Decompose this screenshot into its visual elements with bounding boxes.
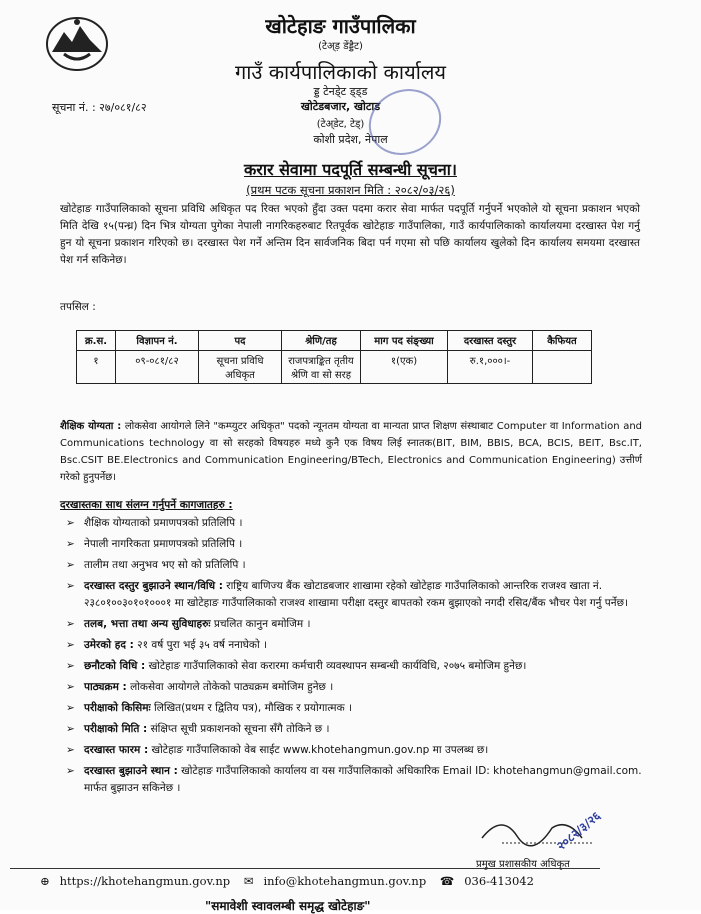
footer-email[interactable]: info@khotehangmun.gov.np <box>263 874 427 888</box>
table-header-row <box>77 331 592 351</box>
office-location: खोटेडबजार, खोटाड <box>300 100 381 113</box>
table-header: माग पद संङ्ख्या <box>361 331 448 351</box>
office-name: खोटेहाङ गाउँपालिका <box>265 14 416 38</box>
notice-number: सूचना नं. : २७/०८१/८२ <box>52 101 147 114</box>
documents-heading: दरखास्तका साथ संलग्न गर्नुपर्ने कागजातहरु : <box>60 499 233 511</box>
table-header: श्रेणि/तह <box>282 331 361 351</box>
list-item: ➢ परीक्षाको किसिमः लिखित(प्रथम र द्वितिय पत्र), मौखिक र प्रयोगात्मक । <box>66 700 644 717</box>
office-province: कोशी प्रदेश, नेपाल <box>313 133 388 146</box>
list-item: ➢ परीक्षाको मिति : संक्षिप्त सूची प्रकाशनको सूचना सँगै तोकिने छ । <box>66 721 644 738</box>
list-item: ➢ नेपाली नागरिकता प्रमाणपत्रको प्रतिलिपि । <box>66 536 644 553</box>
arrow-bullet-icon: ➢ <box>66 559 75 571</box>
table-header: क्र.स. <box>77 331 116 351</box>
footer-phone: 036-413042 <box>464 874 534 888</box>
footer-divider <box>10 868 600 869</box>
table-row <box>77 351 592 384</box>
table-header: दरखास्त दस्तुर <box>448 331 533 351</box>
globe-icon: ⊕ <box>40 874 50 888</box>
office-title-sub: ड्ड टेनडे्ट ड्ड्ड <box>313 85 368 98</box>
list-item: ➢ शैक्षिक योग्यताको प्रमाणपत्रको प्रतिलिपि । <box>66 515 644 532</box>
list-item: ➢ तलब, भत्ता तथा अन्य सुविधाहरुः प्रचलित कानुन बमोजिम । <box>66 616 644 633</box>
table-cell: राजपत्राङ्कित तृतीय श्रेणि वा सो सरह <box>282 351 361 384</box>
footer-motto: "समावेशी स्वावलम्बी समृद्ध खोटेहाङ" <box>205 899 371 913</box>
qualification-label: शैक्षिक योग्यता : <box>60 421 122 432</box>
list-item: ➢ दरखास्त फारम : खोटेहाङ गाउँपालिकाको वेब साईट www.khotehangmun.gov.np मा उपलब्ध छ। <box>66 742 644 759</box>
arrow-bullet-icon: ➢ <box>66 765 75 777</box>
phone-icon: ☎ <box>439 874 455 888</box>
qualification <box>60 418 642 486</box>
arrow-bullet-icon: ➢ <box>66 702 75 714</box>
vacancy-table <box>76 330 592 384</box>
table-cell: सूचना प्रविधि अधिकृत <box>199 351 282 384</box>
notice-subtitle: (प्रथम पटक सूचना प्रकाशन मिति : २०८२/०३/२६) <box>246 183 455 197</box>
table-cell: रु.१,०००।- <box>448 351 533 384</box>
arrow-bullet-icon: ➢ <box>66 660 75 672</box>
signature-date: २०८२/३/२६ <box>553 808 604 854</box>
arrow-bullet-icon: ➢ <box>66 681 75 693</box>
office-location-sub: (टेअ्डेट, टेड्) <box>316 119 365 130</box>
email-icon: ✉ <box>243 874 254 888</box>
list-item: ➢ दरखास्त दस्तुर बुझाउने स्थान/विधि : राष्ट्रिय बाणिज्य बैंक खोटाडबजार शाखामा रहेको खोटेहाङ गाउँपालिकाको आन्तरिक राजश्व खाता नं. २३८०१००३०१०१०००१ मा खोटेहाङ गाउँपालिकाको राजश्व शाखामा परीक्षा दस्तुर बापतको रकम बुझाएको नगदी रसिद/बैंक भौचर पेश गर्नु पर्नेछ। <box>66 580 628 609</box>
footer-website[interactable]: https://khotehangmun.gov.np <box>59 874 231 888</box>
list-item: ➢ तालीम तथा अनुभव भए सो को प्रतिलिपि । <box>66 557 644 574</box>
documents-list <box>66 515 644 801</box>
table-cell: ०९-०८१/८२ <box>116 351 199 384</box>
tapsil-label: तपसिल : <box>60 301 96 313</box>
arrow-bullet-icon: ➢ <box>66 517 75 529</box>
office-title: गाउँ कार्यपालिकाको कार्यालय <box>234 60 447 84</box>
arrow-bullet-icon: ➢ <box>66 580 75 592</box>
arrow-bullet-icon: ➢ <box>66 723 75 735</box>
table-cell: १(एक) <box>361 351 448 384</box>
notice-body: खोटेहाङ गाउँपालिकाको सूचना प्रविधि अधिकृत पद रिक्त भएको हुँदा उक्त पदमा करार सेवा मार्फत पदपूर्ति गर्नुपर्ने भएकोले यो सूचना प्रकाशन भएको मिति देखि १५(पन्ध्र) दिन भित्र योग्यता पुगेका नेपाली नागरिकहरुबाट रितपूर्वक खोटेहाङ गाउँपालिका, गाउँ कार्यपालिकाको कार्यालयमा दरखास्त पेश गर्नु हुन यो सूचना प्रकाशन गरिएको छ। दरखास्त पेश गर्ने अन्तिम दिन सार्वजनिक बिदा पर्न गएमा सो पछि कार्यालय खुलेको दिन कार्यालय समयमा दरखास्त पेश गर्न सकिनेछ। <box>60 203 640 266</box>
notice-title: करार सेवामा पदपूर्ति सम्बन्धी सूचना। <box>244 160 457 179</box>
arrow-bullet-icon: ➢ <box>66 618 75 630</box>
arrow-bullet-icon: ➢ <box>66 744 75 756</box>
list-item: ➢ उमेरको हद : २१ वर्ष पुरा भई ३५ वर्ष ननाघेको । <box>66 637 644 654</box>
table-header: कैफियत <box>533 331 592 351</box>
table-cell: १ <box>77 351 116 384</box>
arrow-bullet-icon: ➢ <box>66 538 75 550</box>
arrow-bullet-icon: ➢ <box>66 639 75 651</box>
table-cell <box>533 351 592 384</box>
list-item: ➢ दरखास्त बुझाउने स्थान : खोटेहाङ गाउँपालिकाको कार्यालय वा यस गाउँपालिकाको अधिकारिक Email ID: khotehangmun@gmail.com. मार्फत बुझाउन सकिनेछ । <box>66 765 642 794</box>
office-name-sub: (टेअ्ड़ डेंड्डैट) <box>318 41 363 52</box>
signature-label: प्रमुख प्रशासकीय अधिकृत <box>476 859 570 870</box>
list-item: ➢ पाठ्यक्रम : लोकसेवा आयोगले तोकेको पाठ्यक्रम बमोजिम हुनेछ । <box>66 679 644 696</box>
footer <box>40 874 544 888</box>
table-header: विज्ञापन नं. <box>116 331 199 351</box>
qualification-text: लोकसेवा आयोगले लिने "कम्प्युटर अधिकृत" पदको न्यूनतम योग्यता वा मान्यता प्राप्त शिक्षण संस्थाबाट Computer वा Information and Communications technology वा सो सरहको विषयहरु मध्ये कुनै एक विषय लिई स्नातक(BIT, BIM, BBIS, BCA, BCIS, BEIT, Bsc.IT, Bsc.CSIT BE.Electronics and Communication Engineering/BTech, Electronics and Communication Engineering) उत्तीर्ण गरेको हुनुपर्नेछ। <box>60 421 643 483</box>
table-header: पद <box>199 331 282 351</box>
list-item: ➢ छनौटको विधि : खोटेहाङ गाउँपालिकाको सेवा करारमा कर्मचारी व्यवस्थापन सम्बन्धी कार्यविधि, २०७५ बमोजिम हुनेछ। <box>66 658 644 675</box>
